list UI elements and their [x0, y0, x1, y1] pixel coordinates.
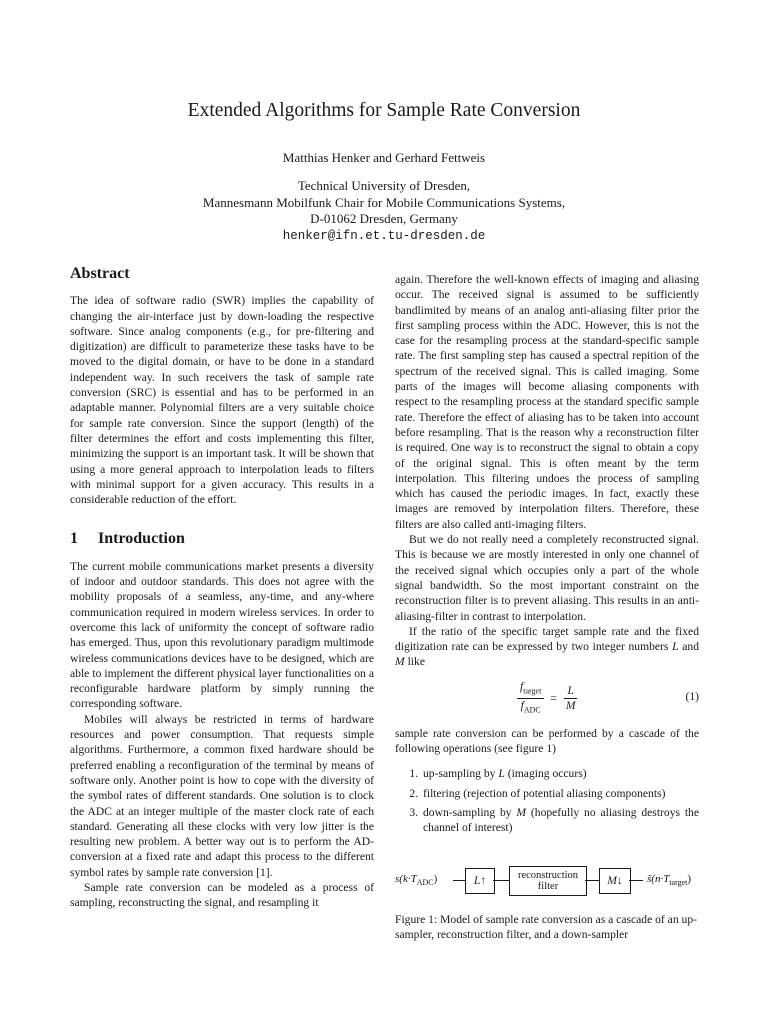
signal-line	[629, 880, 643, 881]
affiliation-line: Technical University of Dresden,	[297, 178, 471, 193]
affiliation-line: D-01062 Dresden, Germany	[310, 211, 458, 226]
affiliation-block	[0, 178, 768, 244]
affiliation-line: Mannesmann Mobilfunk Chair for Mobile Communications Systems,	[202, 194, 566, 210]
paper-title: Extended Algorithms for Sample Rate Conversion	[187, 100, 581, 121]
abstract-heading: Abstract	[70, 265, 130, 282]
right-column	[395, 272, 699, 942]
up-sampler-block: L↑	[465, 868, 495, 894]
signal-line	[493, 880, 509, 881]
paragraph: Sample rate conversion can be modeled as a process of sampling, reconstructing the signal, and resampling it	[70, 880, 374, 910]
list-item: 1. up-sampling by L (imaging occurs)	[421, 766, 699, 781]
email[interactable]: henker@ifn.et.tu-dresden.de	[282, 228, 486, 243]
list-item: 3. down-sampling by M (hopefully no aliasing destroys the channel of interest)	[421, 805, 699, 836]
paragraph: If the ratio of the specific target sample rate and the fixed digitization rate can be expressed by two integer numbers L and M like	[395, 624, 700, 669]
section-heading-introduction	[70, 531, 374, 546]
authors: Matthias Henker and Gerhard Fettweis	[282, 150, 486, 165]
paragraph: But we do not really need a completely reconstructed signal. This is because we are mostly interested in only one channel of the received signal which occupies only a part of the whole signal bandwidth. So the most important constraint on the reconstruction filter is to prevent aliasing. This results in an anti-aliasing-filter in contrast to interpolation.	[395, 533, 699, 623]
down-sampler-block: M↓	[599, 868, 631, 894]
equation-body: $f_{target}$ $f_{ADC}$ = $\frac{L}{M}$	[517, 680, 579, 718]
figure-1-diagram	[395, 850, 699, 912]
list-item: 2. filtering (rejection of potential aliasing components)	[421, 786, 699, 801]
signal-line	[585, 880, 599, 881]
output-signal-label: $s̃(n\cdot T_{target})$	[647, 872, 692, 887]
figure-caption: Figure 1: Model of sample rate conversion as a cascade of an up-sampler, reconstruction filter, and a down-sampler	[395, 912, 697, 941]
operation-list	[395, 766, 699, 835]
section-title: Introduction	[98, 530, 185, 548]
signal-line	[453, 880, 465, 881]
abstract-text: The idea of software radio (SWR) implies the capability of changing the air-interface just by down-loading the respective software. Since analog components (e.g., for pre-filtering and digitization) are difficult to parameterize these tasks have to be moved to the digital domain, or have to be done in a standard independent way. In such receivers the task of sample rate conversion (SRC) is essential and has to be performed in an adaptable manner. Polynomial filters are a very suitable choice for sample rate conversion. Since the support (length) of the filter determines the effort and costs implementing this filter, minimizing the support is an important task. It will be shown that using a more general approach to interpolation leads to filters with minimal support for a given accuracy. This results in a considerable reduction of the effort.	[70, 294, 374, 507]
left-column	[70, 266, 374, 911]
paragraph: sample rate conversion can be performed by a cascade of the following operations (see figure 1)	[395, 726, 699, 756]
section-number: 1	[70, 530, 78, 548]
paragraph: The current mobile communications market presents a diversity of indoor and outdoor standards. This does not agree with the mobility proposals of a seamless, any-time, and any-where communication required in modern wireless services. In order to overcome this lack of uniformity the concept of software radio has emerged. Thus, upon this revolutionary paradigm multimode wireless communications devices have to be designed, which are able to implement the different physical layer functionalities on a reconfigurable hardware platform by simply running the corresponding software.	[70, 559, 374, 711]
paragraph: again. Therefore the well-known effects of imaging and aliasing occur. The received signal is assumed to be sufficiently bandlimited by means of an analog anti-aliasing filter prior the first sampling process within the ADC. However, this is not the case for the resampling process at the standard-specific sample rate. The first sampling step has caused a spectral repition of the spectrum of the received signal. This is called imaging. Some parts of the images will become aliasing components with respect to the resampling process at the standard specific sample rate. Therefore the effect of aliasing has to be taken into account before resampling. That is the reason why a reconstruction filter is required. One way is to reconstruct the signal to obtain a copy of the original signal. This is often meant by the term interpolation. This filtering undoes the process of sampling which has caused the periodic images. In fact, exactly these images are removed by interpolation filters. Therefore, these filters are also called anti-imaging filters.	[395, 273, 699, 531]
equation-1	[395, 678, 699, 718]
input-signal-label: $s(k\cdot T_{ADC})$	[395, 872, 438, 887]
reconstruction-filter-block: reconstruction filter	[509, 866, 587, 896]
paragraph: Mobiles will always be restricted in terms of hardware resources and power consumption. That requests simple algorithms. Furthermore, a common fixed hardware should be preferred enabling a reconfiguration of the terminal by means of software only. Another point is how to cope with the diversity of the symbol rates of different standards. One solution is to clock the ADC at an integer multiple of the master clock rate of each standard. Generating all these clocks with very low jitter is the resulting new problem. A better way out is to perform the AD-conversion at a fixed rate and adapt this process to the different symbol rates by sample rate conversion [1].	[70, 712, 374, 879]
equation-number: (1)	[685, 689, 699, 703]
